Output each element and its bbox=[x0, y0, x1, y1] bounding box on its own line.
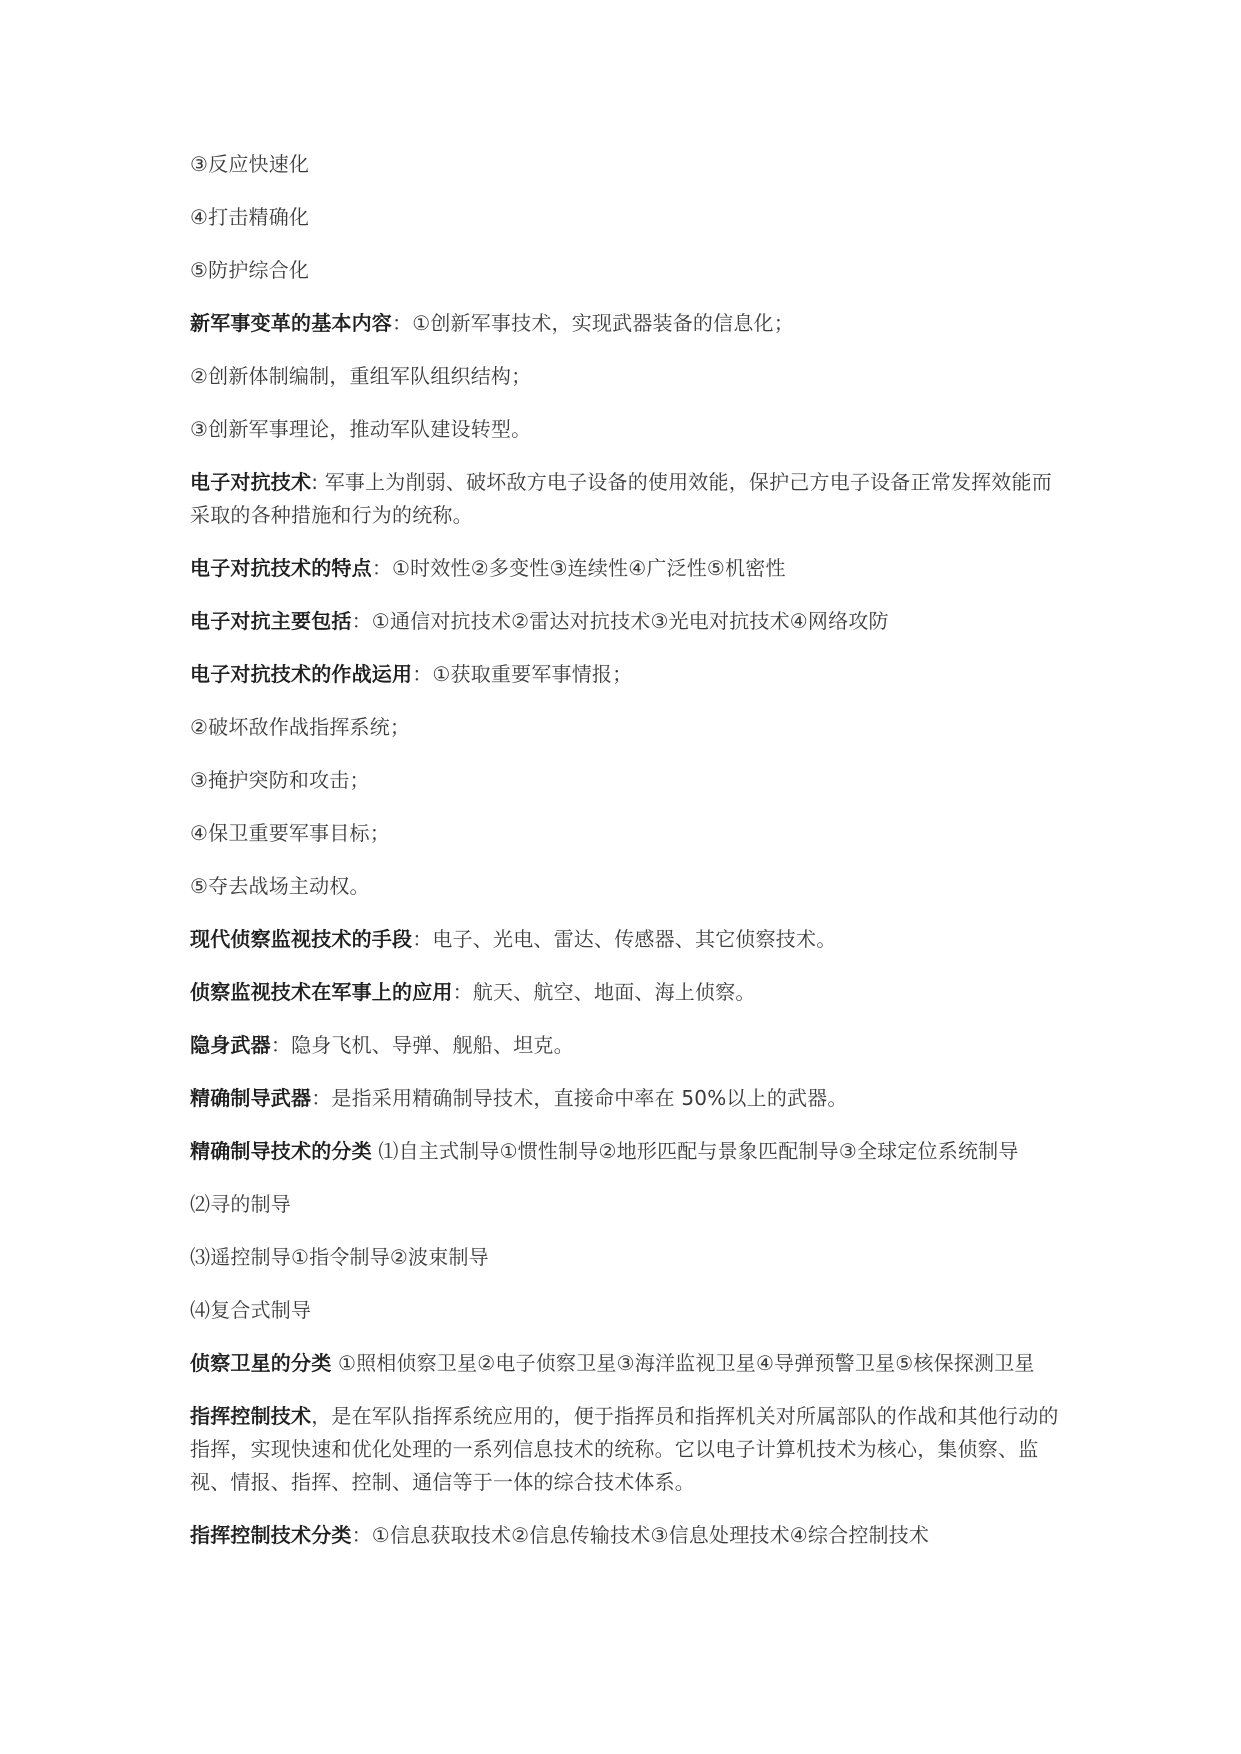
definition-paragraph bbox=[190, 1519, 1070, 1552]
paragraph-text: ⑶遥控制导①指令制导②波束制导 bbox=[190, 1245, 489, 1269]
term-label: 指挥控制技术 bbox=[190, 1404, 312, 1428]
list-item bbox=[190, 360, 1070, 393]
document-page bbox=[190, 148, 1070, 1572]
term-label: 隐身武器 bbox=[190, 1033, 271, 1057]
paragraph-text: ⑵寻的制导 bbox=[190, 1192, 291, 1216]
paragraph-text: ①照相侦察卫星②电子侦察卫星③海洋监视卫星④导弹预警卫星⑤核保探测卫星 bbox=[331, 1351, 1035, 1375]
definition-paragraph bbox=[190, 605, 1070, 638]
term-label: 现代侦察监视技术的手段 bbox=[190, 927, 413, 951]
paragraph-text: ②破坏敌作战指挥系统； bbox=[190, 715, 411, 739]
list-item bbox=[190, 1294, 1070, 1327]
paragraph-text: ，是在军队指挥系统应用的，便于指挥员和指挥机关对所属部队的作战和其他行动的指挥，实现快速和优化处理的一系列信息技术的统称。它以电子计算机技术为核心，集侦察、监视、情报、指挥、控制、通信等于一体的综合技术体系。 bbox=[190, 1404, 1059, 1494]
definition-paragraph bbox=[190, 307, 1070, 340]
term-label: 电子对抗技术的作战运用 bbox=[190, 662, 413, 686]
paragraph-text: ④保卫重要军事目标； bbox=[190, 821, 390, 845]
term-label: 新军事变革的基本内容 bbox=[190, 311, 392, 335]
paragraph-text: ⑤防护综合化 bbox=[190, 258, 310, 282]
list-item bbox=[190, 764, 1070, 797]
paragraph-text: ：①获取重要军事情报； bbox=[412, 662, 633, 686]
definition-paragraph bbox=[190, 1135, 1070, 1168]
paragraph-text: ④打击精确化 bbox=[190, 205, 310, 229]
paragraph-text: ：隐身飞机、导弹、舰船、坦克。 bbox=[270, 1033, 574, 1057]
paragraph-text: ：航天、航空、地面、海上侦察。 bbox=[452, 980, 756, 1004]
definition-paragraph bbox=[190, 976, 1070, 1009]
definition-paragraph bbox=[190, 1029, 1070, 1062]
paragraph-text: ⑷复合式制导 bbox=[190, 1298, 312, 1322]
list-item bbox=[190, 148, 1070, 181]
paragraph-text: ③反应快速化 bbox=[190, 152, 310, 176]
list-item bbox=[190, 254, 1070, 287]
paragraph-text: ：①时效性②多变性③连续性④广泛性⑤机密性 bbox=[371, 556, 786, 580]
definition-paragraph bbox=[190, 552, 1070, 585]
definition-paragraph bbox=[190, 658, 1070, 691]
definition-paragraph bbox=[190, 466, 1070, 532]
term-label: 电子对抗主要包括 bbox=[190, 609, 352, 633]
paragraph-text: ：是指采用精确制导技术，直接命中率在 50%以上的武器。 bbox=[311, 1086, 848, 1110]
paragraph-text: ②创新体制编制，重组军队组织结构； bbox=[190, 364, 532, 388]
term-label: 精确制导武器 bbox=[190, 1086, 312, 1110]
list-item bbox=[190, 201, 1070, 234]
definition-paragraph bbox=[190, 1082, 1070, 1115]
term-label: 侦察卫星的分类 bbox=[190, 1351, 332, 1375]
list-item bbox=[190, 870, 1070, 903]
paragraph-text: : 军事上为削弱、破坏敌方电子设备的使用效能，保护己方电子设备正常发挥效能而采取的各种措施和行为的统称。 bbox=[190, 470, 1052, 527]
list-item bbox=[190, 817, 1070, 850]
definition-paragraph bbox=[190, 1400, 1070, 1499]
definition-paragraph bbox=[190, 1347, 1070, 1380]
term-label: 电子对抗技术 bbox=[190, 470, 312, 494]
paragraph-text: ：①创新军事技术，实现武器装备的信息化； bbox=[392, 311, 794, 335]
paragraph-text: ③掩护突防和攻击； bbox=[190, 768, 370, 792]
definition-paragraph bbox=[190, 923, 1070, 956]
paragraph-text: ：①信息获取技术②信息传输技术③信息处理技术④综合控制技术 bbox=[351, 1523, 930, 1547]
paragraph-text: ⑴自主式制导①惯性制导②地形匹配与景象匹配制导③全球定位系统制导 bbox=[371, 1139, 1019, 1163]
paragraph-text: ：①通信对抗技术②雷达对抗技术③光电对抗技术④网络攻防 bbox=[351, 609, 889, 633]
term-label: 侦察监视技术在军事上的应用 bbox=[190, 980, 453, 1004]
term-label: 精确制导技术的分类 bbox=[190, 1139, 372, 1163]
list-item bbox=[190, 1188, 1070, 1221]
term-label: 电子对抗技术的特点 bbox=[190, 556, 372, 580]
term-label: 指挥控制技术分类 bbox=[190, 1523, 352, 1547]
list-item bbox=[190, 1241, 1070, 1274]
list-item bbox=[190, 413, 1070, 446]
paragraph-text: ⑤夺去战场主动权。 bbox=[190, 874, 370, 898]
paragraph-text: ③创新军事理论，推动军队建设转型。 bbox=[190, 417, 532, 441]
list-item bbox=[190, 711, 1070, 744]
paragraph-text: ：电子、光电、雷达、传感器、其它侦察技术。 bbox=[412, 927, 837, 951]
